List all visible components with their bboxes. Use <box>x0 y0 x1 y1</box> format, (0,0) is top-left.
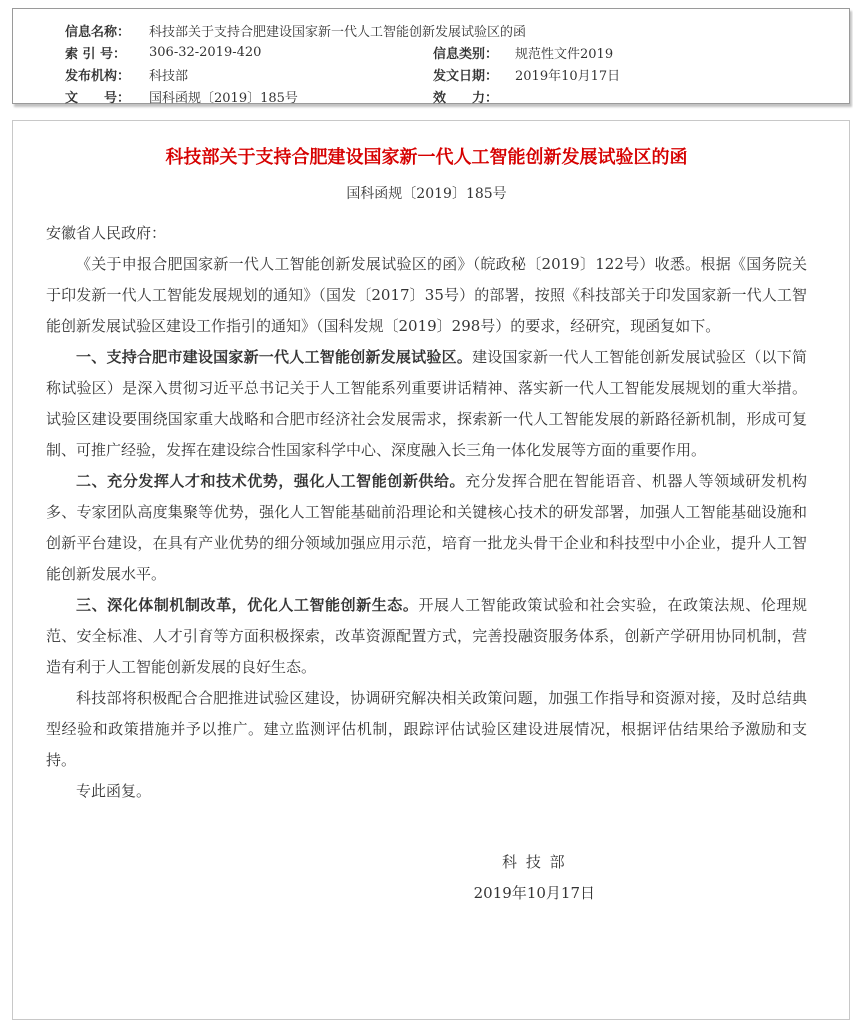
signature-name: 科 技 部 <box>502 853 567 871</box>
paragraph-closing-support <box>46 683 807 776</box>
document-number: 国科函规〔2019〕185号 <box>346 186 507 202</box>
meta-value-issue-date: 2019年10月17日 <box>515 68 621 84</box>
paragraph-closing-remark <box>46 776 807 807</box>
paragraph-section-3-text: 开展人工智能政策试验和社会实验，在政策法规、伦理规范、安全标准、人才引育等方面积极探索，改革资源配置方式，完善投融资服务体系，创新产学研用协同机制，营造有利于人工智能创新发展的良好生态。 <box>46 596 807 676</box>
meta-label-doc-number: 文 号： <box>65 90 131 106</box>
salutation: 安徽省人民政府： <box>46 224 167 242</box>
paragraph-intro <box>46 249 807 342</box>
paragraph-section-1-lead: 一、支持合肥市建设国家新一代人工智能创新发展试验区。 <box>76 348 473 366</box>
meta-value-name: 科技部关于支持合肥建设国家新一代人工智能创新发展试验区的函 <box>149 24 527 40</box>
meta-label-issue-date: 发文日期： <box>433 68 499 84</box>
meta-grid <box>13 9 849 107</box>
paragraph-section-2-text: 充分发挥合肥在智能语音、机器人等领域研发机构多、专家团队高度集聚等优势，强化人工智能基础前沿理论和关键核心技术的研发部署，加强人工智能基础设施和创新平台建设，在具有产业优势的细分领域加强应用示范，培育一批龙头骨干企业和科技型中小企业，提升人工智能创新发展水平。 <box>46 472 807 583</box>
paragraph-section-3-lead: 三、深化体制机制改革，优化人工智能创新生态。 <box>76 596 419 614</box>
paragraph-closing-support-text: 科技部将积极配合合肥推进试验区建设，协调研究解决相关政策问题，加强工作指导和资源对接，及时总结典型经验和政策措施并予以推广。建立监测评估机制，跟踪评估试验区建设进展情况，根据评估结果给予激励和支持。 <box>46 689 807 769</box>
paragraph-section-1-text: 建设国家新一代人工智能创新发展试验区（以下简称试验区）是深入贯彻习近平总书记关于人工智能系列重要讲话精神、落实新一代人工智能发展规划的重大举措。试验区建设要围绕国家重大战略和合肥市经济社会发展需求，探索新一代人工智能发展的新路径新机制，形成可复制、可推广经验，发挥在建设综合性国家科学中心、深度融入长三角一体化发展等方面的重要作用。 <box>46 348 807 459</box>
paragraph-section-2-lead: 二、充分发挥人才和技术优势，强化人工智能创新供给。 <box>76 472 466 490</box>
document-title: 科技部关于支持合肥建设国家新一代人工智能创新发展试验区的函 <box>165 147 688 168</box>
meta-label-agency: 发布机构： <box>65 68 131 84</box>
paragraph-closing-remark-text: 专此函复。 <box>76 782 152 800</box>
document-meta-panel <box>12 8 850 104</box>
document-body-panel <box>12 120 850 1020</box>
paragraph-section-1 <box>46 342 807 466</box>
meta-label-index: 索 引 号： <box>65 46 127 62</box>
meta-label-category: 信息类别： <box>433 46 499 62</box>
document-body-text <box>46 218 807 807</box>
signature-block <box>474 847 595 909</box>
meta-value-category: 规范性文件2019 <box>515 46 614 62</box>
meta-value-index: 306-32-2019-420 <box>149 44 262 60</box>
meta-label-validity: 效 力： <box>433 90 499 106</box>
meta-value-agency: 科技部 <box>149 68 189 84</box>
paragraph-section-2 <box>46 466 807 590</box>
meta-label-name: 信息名称： <box>65 24 131 40</box>
signature-date: 2019年10月17日 <box>473 884 595 902</box>
paragraph-section-3 <box>46 590 807 683</box>
meta-value-doc-number: 国科函规〔2019〕185号 <box>149 90 298 106</box>
paragraph-intro-text: 《关于申报合肥国家新一代人工智能创新发展试验区的函》（皖政秘〔2019〕122号）收悉。根据《国务院关于印发新一代人工智能发展规划的通知》（国发〔2017〕35号）的部署，按照《科技部关于印发国家新一代人工智能创新发展试验区建设工作指引的通知》（国科发规〔2019〕298号）的要求，经研究，现函复如下。 <box>46 255 807 335</box>
